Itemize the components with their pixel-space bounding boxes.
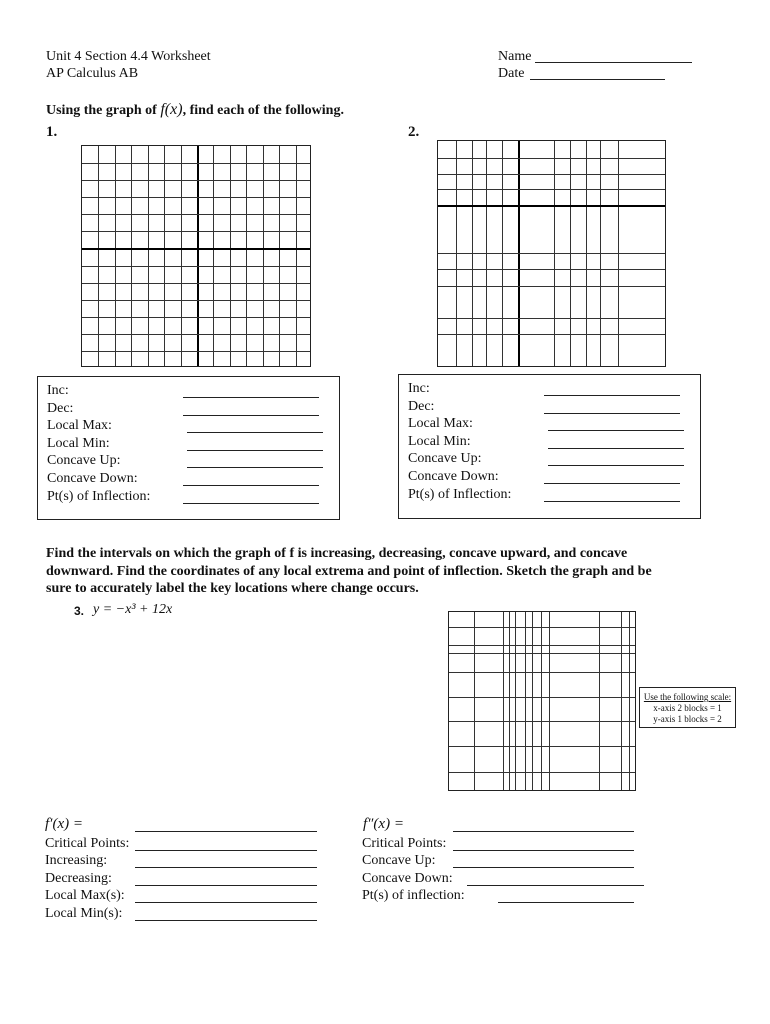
answer-row: [408, 416, 473, 432]
second-derivative-row-label: Concave Down:: [362, 870, 453, 886]
grid-vertical-line: [474, 612, 475, 790]
second-derivative-label: f″(x) =: [363, 816, 404, 832]
answer-row: [47, 401, 73, 417]
problem-3-equation: y = −x³ + 12x: [93, 602, 173, 617]
first-derivative-row-field[interactable]: [135, 902, 317, 903]
grid-vertical-line: [515, 612, 516, 790]
second-derivative-row-field[interactable]: [453, 850, 634, 851]
grid-horizontal-line: [82, 266, 310, 267]
grid-horizontal-line: [438, 189, 665, 190]
grid-vertical-line: [525, 612, 526, 790]
answer-row: [408, 381, 430, 397]
grid-horizontal-line: [82, 197, 310, 198]
grid-horizontal-line: [449, 672, 635, 673]
grid-vertical-line: [213, 146, 214, 366]
second-derivative-row-label: Pt(s) of inflection:: [362, 888, 465, 904]
second-derivative-row-field[interactable]: [453, 867, 634, 868]
first-derivative-field[interactable]: [135, 831, 317, 832]
grid-horizontal-line: [438, 318, 665, 319]
grid-horizontal-line: [438, 253, 665, 254]
answer-row-label: Concave Down:: [408, 469, 499, 484]
answer-row: [408, 399, 434, 415]
grid-vertical-line: [164, 146, 165, 366]
answer-row-field[interactable]: [183, 397, 319, 398]
first-derivative-row-field[interactable]: [135, 850, 317, 851]
answer-row: [408, 434, 471, 450]
first-derivative-row-label: Critical Points:: [45, 836, 130, 851]
grid-horizontal-line: [449, 697, 635, 698]
date-field[interactable]: [530, 79, 665, 80]
grid-horizontal-line: [449, 721, 635, 722]
grid-vertical-line: [98, 146, 99, 366]
answer-row-label: Local Max:: [47, 418, 112, 434]
part1-instruction: [46, 101, 344, 119]
instruction-math: f(x): [160, 101, 183, 118]
answer-row: [408, 451, 481, 467]
answer-row-field[interactable]: [544, 483, 680, 484]
worksheet-title: Unit 4 Section 4.4 Worksheet: [46, 49, 211, 64]
grid-horizontal-line: [438, 334, 665, 335]
part2-instruction-line2: downward. Find the coordinates of any local extrema and point of inflection. Sketch the graph and be: [46, 564, 652, 579]
answer-row-field[interactable]: [183, 485, 319, 486]
second-derivative-field[interactable]: [453, 831, 634, 832]
grid-horizontal-line: [438, 174, 665, 175]
grid-horizontal-line: [449, 772, 635, 773]
grid-horizontal-line: [438, 205, 665, 207]
first-derivative-row-label: Decreasing:: [45, 870, 112, 886]
answer-row: [47, 471, 138, 487]
answer-row-field[interactable]: [187, 467, 323, 468]
answer-row-label: Concave Up:: [408, 451, 482, 467]
grid-horizontal-line: [82, 334, 310, 335]
answer-row-label: Local Min:: [408, 433, 471, 449]
answer-row-field[interactable]: [544, 501, 680, 502]
answer-row-label: Local Max:: [408, 416, 473, 432]
first-derivative-label: f′(x) =: [45, 816, 83, 832]
name-label: Name: [498, 49, 532, 64]
answer-row-field[interactable]: [183, 415, 319, 416]
answer-row: [47, 418, 112, 434]
first-derivative-row-label: Local Min(s):: [45, 905, 123, 921]
scale-note-y: y-axis 1 blocks = 2: [653, 714, 722, 724]
first-derivative-row-label: Local Max(s):: [45, 888, 125, 904]
grid-vertical-line: [197, 146, 199, 366]
problem-1-number: 1.: [46, 124, 58, 140]
first-derivative-row-label: Increasing:: [45, 853, 108, 869]
answer-box-2: [398, 374, 701, 519]
answer-row-label: Pt(s) of Inflection:: [408, 486, 512, 502]
scale-note: [639, 687, 736, 728]
second-derivative-row-label: Concave Up:: [362, 853, 436, 869]
answer-row-label: Inc:: [47, 383, 69, 398]
first-derivative-row-field[interactable]: [135, 920, 317, 921]
second-derivative-row-field[interactable]: [498, 902, 634, 903]
answer-row: [47, 453, 120, 469]
grid-vertical-line: [599, 612, 600, 790]
course-name: AP Calculus AB: [46, 66, 139, 81]
grid-vertical-line: [549, 612, 550, 790]
grid-vertical-line: [246, 146, 247, 366]
problem-3-number: 3.: [74, 604, 85, 618]
name-field[interactable]: [535, 62, 692, 63]
answer-row: [408, 469, 499, 485]
grid-vertical-line: [230, 146, 231, 366]
grid-horizontal-line: [438, 158, 665, 159]
grid-horizontal-line: [82, 283, 310, 284]
answer-row: [408, 487, 511, 503]
answer-row-label: Dec:: [408, 398, 435, 414]
grid-horizontal-line: [82, 163, 310, 164]
graph-grid-3[interactable]: [448, 611, 636, 791]
second-derivative-row-field[interactable]: [467, 885, 644, 886]
grid-horizontal-line: [449, 645, 635, 646]
first-derivative-row-field[interactable]: [135, 867, 317, 868]
grid-vertical-line: [296, 146, 297, 366]
grid-horizontal-line: [82, 214, 310, 215]
grid-horizontal-line: [82, 180, 310, 181]
grid-horizontal-line: [82, 317, 310, 318]
answer-row-field[interactable]: [548, 465, 684, 466]
answer-row: [47, 383, 69, 399]
graph-grid-1[interactable]: [81, 145, 311, 367]
grid-horizontal-line: [449, 627, 635, 628]
part2-instruction-line1: Find the intervals on which the graph of f is increasing, decreasing, concave upward, and concave: [46, 546, 628, 561]
grid-horizontal-line: [82, 248, 310, 250]
grid-horizontal-line: [82, 351, 310, 352]
graph-grid-2[interactable]: [437, 140, 666, 367]
answer-row-label: Dec:: [47, 400, 74, 416]
answer-box-1: [37, 376, 340, 520]
grid-vertical-line: [279, 146, 280, 366]
answer-row-field[interactable]: [544, 413, 680, 414]
answer-row-field[interactable]: [187, 432, 323, 433]
grid-horizontal-line: [82, 300, 310, 301]
answer-row-field[interactable]: [548, 430, 684, 431]
grid-vertical-line: [131, 146, 132, 366]
grid-vertical-line: [621, 612, 622, 790]
answer-row-label: Local Min:: [47, 435, 110, 451]
answer-row-label: Inc:: [408, 381, 430, 396]
part2-instruction-line3: sure to accurately label the key locations where change occurs.: [46, 581, 419, 596]
grid-vertical-line: [115, 146, 116, 366]
date-label: Date: [498, 66, 525, 81]
grid-vertical-line: [509, 612, 510, 790]
instruction-pre: Using the graph of: [46, 103, 157, 118]
grid-vertical-line: [148, 146, 149, 366]
answer-row-field[interactable]: [544, 395, 680, 396]
instruction-post: , find each of the following.: [182, 103, 344, 118]
answer-row-label: Concave Up:: [47, 453, 121, 469]
grid-vertical-line: [532, 612, 533, 790]
scale-note-title: Use the following scale:: [643, 692, 732, 702]
grid-horizontal-line: [438, 286, 665, 287]
first-derivative-row-field[interactable]: [135, 885, 317, 886]
scale-note-x: x-axis 2 blocks = 1: [653, 703, 722, 713]
answer-row-label: Pt(s) of Inflection:: [47, 488, 151, 504]
answer-row-field[interactable]: [548, 448, 684, 449]
grid-vertical-line: [503, 612, 504, 790]
grid-horizontal-line: [438, 269, 665, 270]
grid-vertical-line: [181, 146, 182, 366]
problem-2-number: 2.: [408, 124, 420, 140]
answer-row: [47, 436, 110, 452]
grid-horizontal-line: [449, 653, 635, 654]
second-derivative-row-label: Critical Points:: [362, 836, 447, 851]
answer-row-field[interactable]: [187, 450, 323, 451]
answer-row-label: Concave Down:: [47, 471, 138, 486]
grid-horizontal-line: [449, 746, 635, 747]
grid-horizontal-line: [82, 231, 310, 232]
grid-vertical-line: [629, 612, 630, 790]
answer-row-field[interactable]: [183, 503, 319, 504]
grid-vertical-line: [541, 612, 542, 790]
answer-row: [47, 489, 150, 505]
grid-vertical-line: [263, 146, 264, 366]
